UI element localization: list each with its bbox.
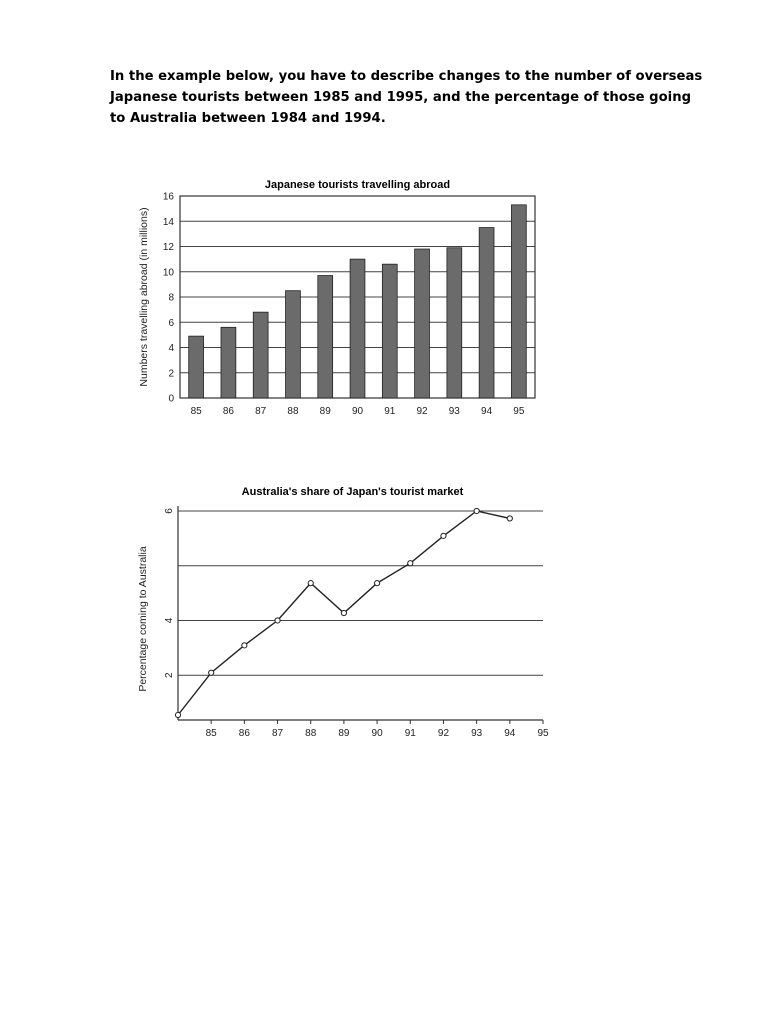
- x-tick-label: 95: [513, 406, 525, 417]
- line-chart-australia-share: [130, 478, 570, 740]
- y-tick-label: 12: [162, 242, 174, 253]
- x-tick-label: 87: [255, 406, 267, 417]
- y-axis-label: Percentage coming to Australia: [137, 546, 149, 692]
- bar: [189, 336, 204, 398]
- x-tick-label: 91: [384, 406, 396, 417]
- x-tick-label: 95: [537, 728, 549, 739]
- y-tick-label: 10: [162, 267, 174, 279]
- bar-chart-svg: [130, 170, 550, 430]
- data-point: [441, 533, 446, 538]
- bar: [511, 205, 526, 398]
- y-tick-label: 6: [168, 317, 174, 329]
- bar: [253, 312, 268, 398]
- y-tick-label: 4: [168, 343, 174, 354]
- x-tick-label: 94: [481, 406, 493, 417]
- bar: [479, 228, 494, 398]
- y-tick-label: 16: [162, 191, 174, 203]
- data-point: [242, 643, 247, 648]
- chart-title: Australia's share of Japan's tourist market: [241, 486, 464, 498]
- x-tick-label: 87: [271, 728, 284, 739]
- y-tick-label: 8: [168, 292, 174, 304]
- y-tick-label: 4: [164, 617, 175, 624]
- data-point: [408, 561, 413, 566]
- y-axis-label: Numbers travelling abroad (in millions): [138, 207, 150, 387]
- data-point: [374, 581, 379, 586]
- y-tick-label: 6: [164, 508, 175, 514]
- bar: [286, 291, 301, 398]
- data-point: [175, 712, 180, 717]
- bar: [221, 327, 236, 398]
- x-tick-label: 89: [319, 406, 331, 417]
- data-point: [209, 670, 214, 675]
- x-tick-label: 85: [190, 406, 202, 417]
- x-tick-label: 88: [287, 406, 299, 417]
- chart-title: Japanese tourists travelling abroad: [264, 179, 451, 191]
- y-tick-label: 0: [168, 393, 174, 405]
- bar: [382, 264, 397, 398]
- data-point: [474, 508, 479, 513]
- x-tick-label: 94: [504, 728, 516, 739]
- line-chart-svg: [130, 478, 570, 740]
- y-tick-label: 14: [162, 216, 174, 228]
- intro-paragraph: In the example below, you have to describe changes to the number of overseas Japanese tourists between 1985 and 1995, and the percentage of those going to Australia between 1984 and 1994.: [110, 69, 703, 126]
- bar: [415, 249, 430, 398]
- x-tick-label: 86: [238, 728, 250, 739]
- bar: [318, 276, 333, 398]
- x-tick-label: 92: [416, 406, 428, 417]
- x-tick-label: 93: [471, 728, 483, 739]
- data-point: [341, 610, 346, 615]
- x-tick-label: 88: [305, 728, 317, 739]
- x-tick-label: 92: [437, 728, 450, 739]
- y-tick-label: 2: [164, 672, 175, 678]
- x-tick-label: 89: [338, 728, 350, 739]
- data-point: [507, 516, 512, 521]
- data-point: [275, 618, 280, 623]
- x-tick-label: 93: [448, 406, 460, 417]
- bar-chart-japanese-tourists: [130, 170, 550, 430]
- x-tick-label: 85: [205, 728, 217, 739]
- y-tick-label: 2: [168, 368, 174, 380]
- x-tick-label: 86: [222, 406, 234, 417]
- bar: [447, 248, 462, 398]
- x-tick-label: 91: [404, 728, 416, 739]
- bar: [350, 259, 365, 398]
- data-point: [308, 581, 313, 586]
- x-tick-label: 90: [351, 406, 364, 417]
- x-tick-label: 90: [371, 728, 383, 739]
